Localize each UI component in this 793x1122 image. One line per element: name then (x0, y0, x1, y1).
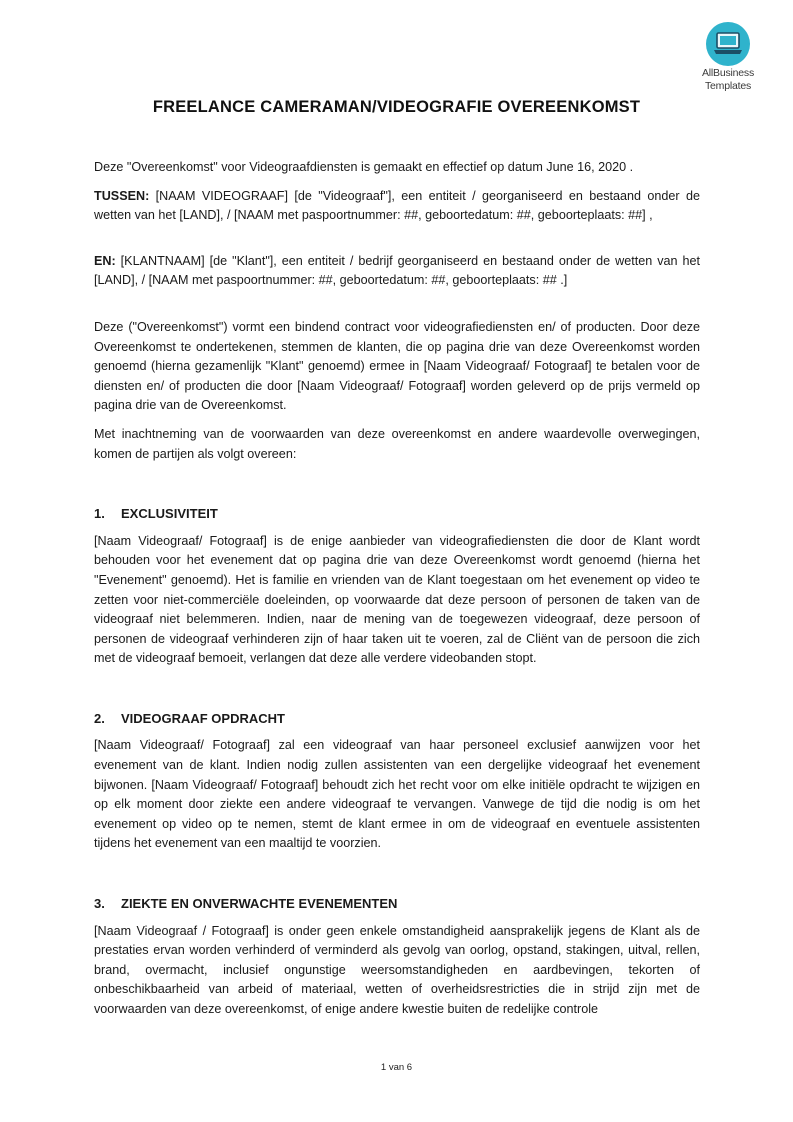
section-number: 2. (94, 710, 105, 726)
company-logo (693, 22, 763, 92)
section-text-exclusivity: [Naam Videograaf/ Fotograaf] is de enige aanbieder van videografiediensten die door de Klant wordt behouden voor het evenement dat op pagina drie van deze Overeenkomst wordt genoemd (hierna het "Evenement" genoemd). Het is familie en vrienden van de Klant toegestaan om het evenement op video te zetten voor niet-commerciële doeleinden, op voorwaarde dat deze persoon of personen de taken van de videograaf niet belemmeren. Indien, naar de mening van de toegewezen videograaf, deze persoon of personen de videograaf verhinderen zijn of haar taken uit te voeren, zal de Cliënt van de persoon die zich met de videograaf bemoeit, verlangen dat deze alle verdere videobanden stopt. (94, 533, 700, 666)
section-text-assignment: [Naam Videograaf/ Fotograaf] zal een videograaf van haar personeel exclusief aanwijzen voor het evenement van de klant. Indien nodig zullen assistenten van een dergelijke videograaf het evenement bijwonen. [Naam Videograaf/ Fotograaf] behoudt zich het recht voor om elke initiële opdracht te wijzigen en op elk moment door ziekte een andere videograaf te vervangen. Vanwege de tijd die nodig is om het evenement op video op te nemen, stemt de klant ermee in om de videograaf en eventuele assistenten tijdens het evenement van een maaltijd te voorzien. (94, 738, 700, 851)
laptop-icon (706, 22, 750, 66)
document-title: FREELANCE CAMERAMAN/VIDEOGRAFIE OVEREENKOMST (152, 98, 641, 116)
section-heading-assignment (94, 709, 700, 729)
intro-paragraph: Deze "Overeenkomst" voor Videograafdiensten is gemaakt en effectief op datum June 16, 2020 . (94, 160, 634, 174)
section-title: EXCLUSIVITEIT (121, 506, 218, 522)
page-number: 1 van 6 (380, 1062, 413, 1073)
consideration-paragraph: Met inachtneming van de voorwaarden van deze overeenkomst en andere waardevolle overwegingen, komen de partijen als volgt overeen: (94, 426, 700, 461)
party-and-label: EN: (94, 253, 116, 268)
section-title: VIDEOGRAAF OPDRACHT (121, 710, 285, 726)
logo-text-line2: Templates (704, 80, 752, 92)
party-between-text: [NAAM VIDEOGRAAF] [de "Videograaf"], een entiteit / georganiseerd en bestaand onder de wetten van het [LAND], / [NAAM met paspoortnummer: ##, geboortedatum: ##, geboorteplaats: ##] , (94, 188, 700, 223)
party-and-text: [KLANTNAAM] [de "Klant"], een entiteit / bedrijf georganiseerd en bestaand onder de wetten van het [LAND], / [NAAM met paspoortnummer: ##, geboortedatum: ##, geboorteplaats: ## .] (94, 253, 700, 288)
logo-text-line1: AllBusiness (701, 67, 755, 79)
section-number: 3. (94, 896, 105, 912)
section-heading-illness (94, 894, 700, 914)
contract-paragraph: Deze ("Overeenkomst") vormt een bindend contract voor videografiediensten en/ of producten. Door deze Overeenkomst te ondertekenen, stemmen de klanten, die op pagina drie van deze Overeenkomst worden genoemd (hierna gezamenlijk "Klant" genoemd) ermee in [Naam Videograaf/ Fotograaf] te betalen voor de diensten en/ of producten die door [Naam Videograaf/ Fotograaf] worden geleverd op de prijs vermeld op pagina drie van de Overeenkomst. (94, 319, 700, 413)
document-body (94, 158, 700, 1020)
party-between (94, 187, 700, 226)
section-text-illness: [Naam Videograaf / Fotograaf] is onder geen enkele omstandigheid aansprakelijk jegens de Klant als de prestaties ervan worden verhinderd of verminderd als gevolg van oorlog, opstand, stakingen, uitval, rellen, brand, overmacht, inclusief ongunstige weersomstandigheden en aardbevingen, tekorten of onbeschikbaarheid van arbeid of materiaal, wetten of overheidsrestricties die in strijd zijn met de voorwaarden van deze overeenkomst, of enige andere kwestie buiten de redelijke controle (94, 923, 700, 1016)
party-between-label: TUSSEN: (94, 188, 150, 203)
section-heading-exclusivity (94, 504, 700, 524)
section-number: 1. (94, 506, 105, 522)
section-title: ZIEKTE EN ONVERWACHTE EVENEMENTEN (121, 896, 398, 912)
party-and (94, 252, 700, 291)
